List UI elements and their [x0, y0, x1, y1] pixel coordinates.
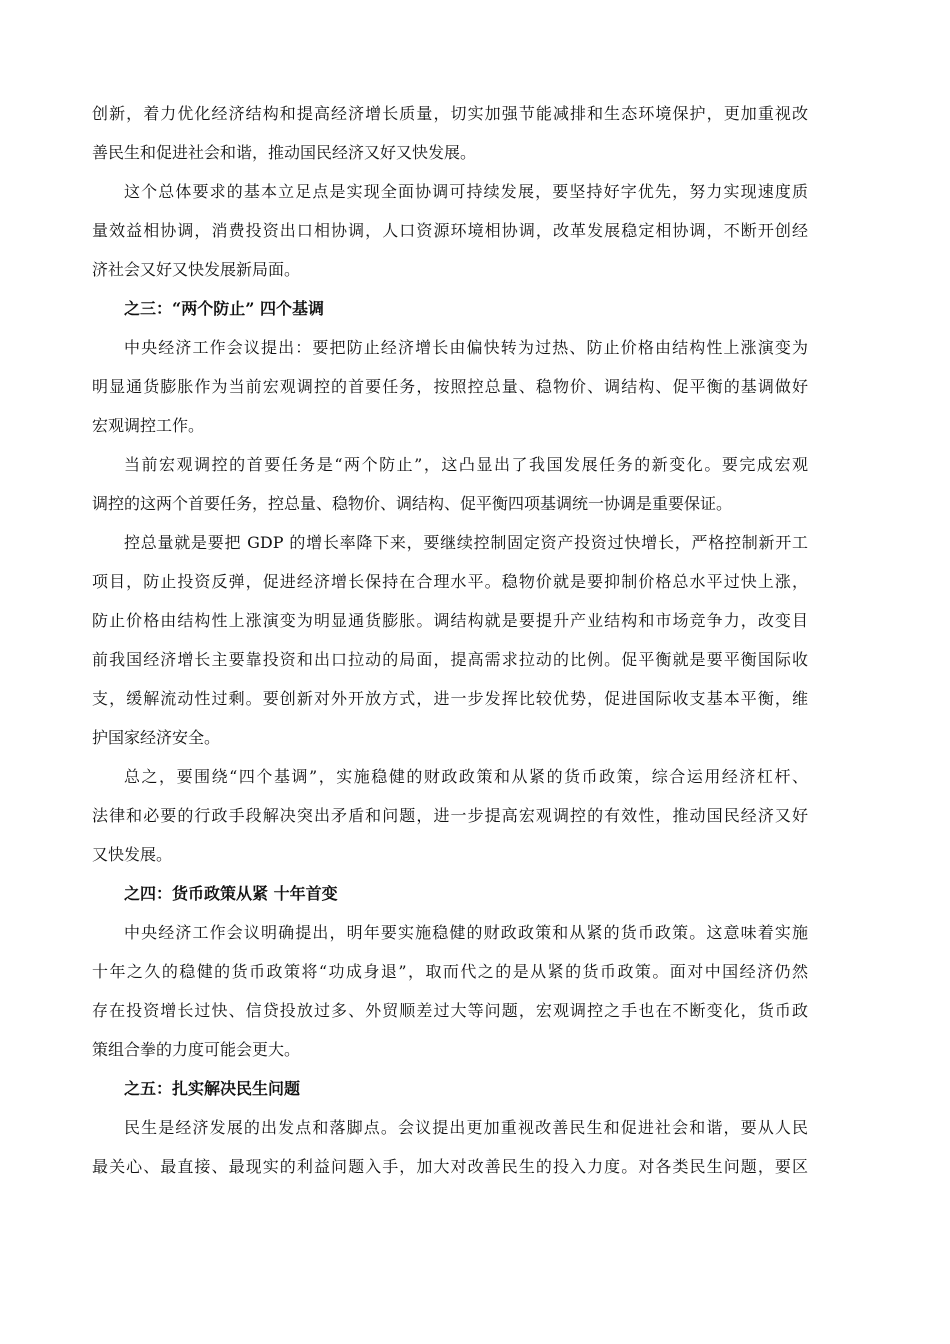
- paragraph-line: 法律和必要的行政手段解决突出矛盾和问题，进一步提高宏观调控的有效性，推动国民经济又好: [92, 806, 808, 825]
- paragraph-line: 存在投资增长过快、信贷投放过多、外贸顺差过大等问题，宏观调控之手也在不断变化，货币政: [92, 1001, 808, 1020]
- paragraph-line: 控总量就是要把 GDP 的增长率降下来，要继续控制固定资产投资过快增长，严格控制新开工: [124, 533, 808, 552]
- paragraph-line: 策组合拳的力度可能会更大。: [92, 1040, 301, 1059]
- paragraph-line: 护国家经济安全。: [92, 728, 221, 747]
- paragraph-line: 民生是经济发展的出发点和落脚点。会议提出更加重视改善民生和促进社会和谐，要从人民: [124, 1118, 808, 1137]
- paragraph-line: 又快发展。: [92, 845, 173, 864]
- paragraph-line: 宏观调控工作。: [92, 416, 205, 435]
- paragraph-line: 创新，着力优化经济结构和提高经济增长质量，切实加强节能减排和生态环境保护，更加重视改: [92, 104, 808, 123]
- paragraph-line: 量效益相协调，消费投资出口相协调，人口资源环境相协调，改革发展稳定相协调，不断开创经: [92, 221, 808, 240]
- paragraph-line: 中央经济工作会议明确提出，明年要实施稳健的财政政策和从紧的货币政策。这意味着实施: [124, 923, 808, 942]
- section-heading: 之四：货币政策从紧 十年首变: [124, 884, 338, 903]
- paragraph-line: 项目，防止投资反弹，促进经济增长保持在合理水平。稳物价就是要抑制价格总水平过快上涨，: [92, 572, 808, 591]
- paragraph-line: 最关心、最直接、最现实的利益问题入手，加大对改善民生的投入力度。对各类民生问题，要区: [92, 1157, 808, 1176]
- paragraph-line: 总之，要围绕“四个基调”，实施稳健的财政政策和从紧的货币政策，综合运用经济杠杆、: [124, 767, 808, 786]
- paragraph-line: 防止价格由结构性上涨演变为明显通货膨胀。调结构就是要提升产业结构和市场竞争力，改变目: [92, 611, 808, 630]
- paragraph-line: 前我国经济增长主要靠投资和出口拉动的局面，提高需求拉动的比例。促平衡就是要平衡国际收: [92, 650, 808, 669]
- paragraph-line: 调控的这两个首要任务，控总量、稳物价、调结构、促平衡四项基调统一协调是重要保证。: [92, 494, 733, 513]
- document-body: [92, 94, 808, 1186]
- paragraph-line: 济社会又好又快发展新局面。: [92, 260, 301, 279]
- paragraph-line: 当前宏观调控的首要任务是“两个防止”，这凸显出了我国发展任务的新变化。要完成宏观: [124, 455, 808, 474]
- paragraph-line: 十年之久的稳健的货币政策将“功成身退”，取而代之的是从紧的货币政策。面对中国经济仍然: [92, 962, 808, 981]
- paragraph-line: 中央经济工作会议提出：要把防止经济增长由偏快转为过热、防止价格由结构性上涨演变为: [124, 338, 808, 357]
- paragraph-line: 这个总体要求的基本立足点是实现全面协调可持续发展，要坚持好字优先，努力实现速度质: [124, 182, 808, 201]
- paragraph-line: 善民生和促进社会和谐，推动国民经济又好又快发展。: [92, 143, 477, 162]
- section-heading: 之五：扎实解决民生问题: [124, 1079, 301, 1098]
- paragraph-line: 明显通货膨胀作为当前宏观调控的首要任务，按照控总量、稳物价、调结构、促平衡的基调做好: [92, 377, 808, 396]
- section-heading: 之三：“两个防止” 四个基调: [124, 299, 324, 318]
- paragraph-line: 支，缓解流动性过剩。要创新对外开放方式，进一步发挥比较优势，促进国际收支基本平衡，维: [92, 689, 808, 708]
